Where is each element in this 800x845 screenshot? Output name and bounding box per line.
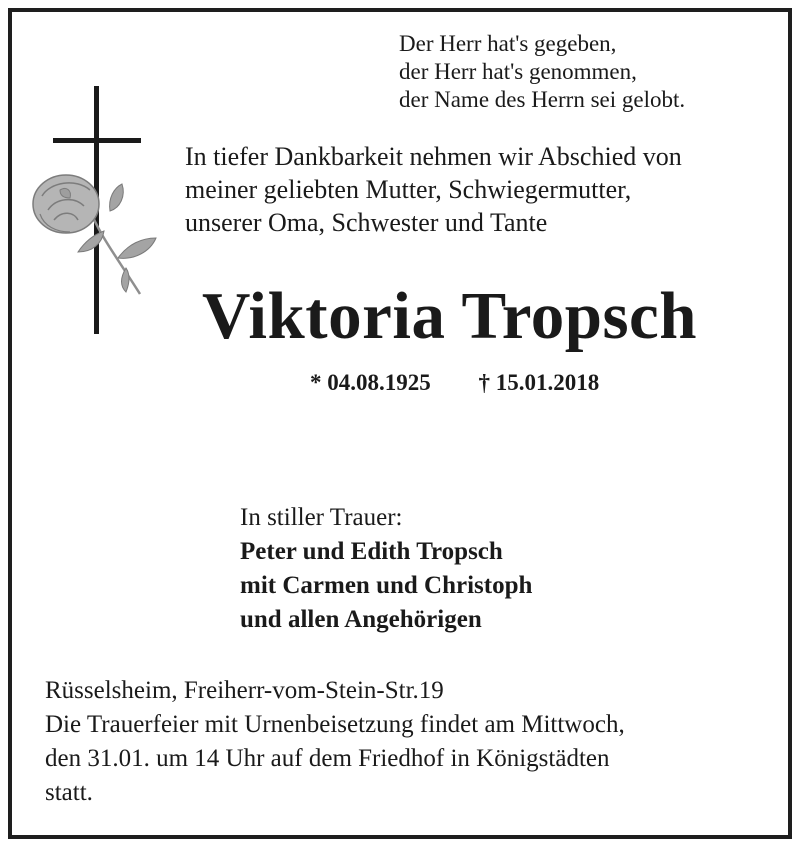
ceremony-line: statt. (45, 779, 93, 806)
bible-quote (399, 30, 685, 114)
intro-line: unserer Oma, Schwester und Tante (185, 208, 548, 237)
mourner-line: und allen Angehörigen (240, 606, 482, 633)
cross-with-rose-graphic (30, 86, 160, 346)
quote-line: Der Herr hat's gegeben, (399, 31, 617, 56)
deceased-name: Viktoria Tropsch (202, 279, 698, 353)
mourner-line: mit Carmen und Christoph (240, 572, 533, 599)
death-date: † 15.01.2018 (478, 370, 600, 395)
life-dates (310, 368, 599, 398)
obituary-notice (8, 8, 792, 839)
mourners-heading: In stiller Trauer: (240, 504, 403, 531)
quote-line: der Name des Herrn sei gelobt. (399, 87, 686, 112)
intro-line: In tiefer Dankbarkeit nehmen wir Abschied von (185, 142, 682, 171)
quote-line: der Herr hat's genommen, (399, 59, 637, 84)
birth-date: * 04.08.1925 (310, 370, 431, 395)
ceremony-line: den 31.01. um 14 Uhr auf dem Friedhof in Königstädten (45, 745, 610, 772)
ceremony-line: Die Trauerfeier mit Urnenbeisetzung findet am Mittwoch, (45, 711, 625, 738)
intro-line: meiner geliebten Mutter, Schwiegermutter, (185, 175, 632, 204)
address-and-ceremony (45, 674, 625, 810)
farewell-intro (185, 140, 682, 239)
mourners-block (240, 501, 532, 637)
mourner-line: Peter und Edith Tropsch (240, 538, 503, 565)
address-line: Rüsselsheim, Freiherr-vom-Stein-Str.19 (45, 677, 444, 704)
